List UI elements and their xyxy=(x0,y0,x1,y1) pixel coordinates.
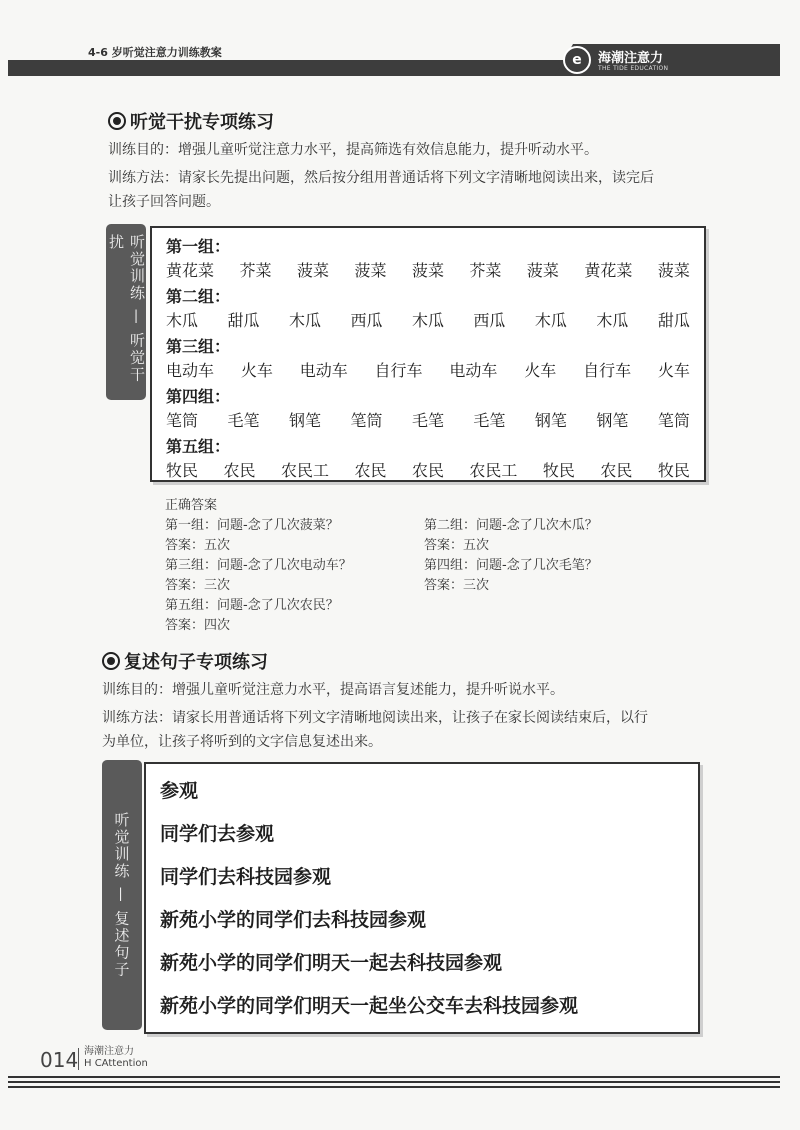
word-row-1 xyxy=(166,258,690,284)
word: 木瓜 xyxy=(411,311,444,330)
word: 芥菜 xyxy=(239,261,272,280)
footer-separator xyxy=(78,1048,79,1070)
word: 电动车 xyxy=(449,361,498,380)
word: 木瓜 xyxy=(288,311,321,330)
word: 火车 xyxy=(657,361,690,380)
group-title: 第三组： xyxy=(166,337,231,356)
word: 西瓜 xyxy=(350,311,383,330)
word: 自行车 xyxy=(583,361,632,380)
word-row-5 xyxy=(166,458,690,484)
word: 电动车 xyxy=(166,361,215,380)
section1-word-box xyxy=(150,226,706,482)
word: 笔筒 xyxy=(166,411,199,430)
sentence-1: 参观 xyxy=(160,780,199,802)
word: 菠菜 xyxy=(411,261,444,280)
word: 黄花菜 xyxy=(584,261,633,280)
footer-rule-1 xyxy=(8,1076,780,1078)
word: 牧民 xyxy=(542,461,575,480)
word: 黄花菜 xyxy=(166,261,215,280)
word: 笔筒 xyxy=(657,411,690,430)
answer-g3-question: 第三组：问题-念了几次电动车？ xyxy=(165,558,352,573)
word-row-2 xyxy=(166,308,690,334)
bullet-icon xyxy=(108,112,126,130)
answer-g1-question: 第一组：问题-念了几次菠菜？ xyxy=(165,518,339,533)
section2-heading xyxy=(102,648,268,674)
section1-heading xyxy=(108,108,274,134)
word: 钢笔 xyxy=(534,411,567,430)
answer-g3-answer: 答案：三次 xyxy=(165,578,231,593)
section1-side-tab xyxy=(106,224,146,400)
word: 农民工 xyxy=(280,461,329,480)
header-brand-sub: THE TIDE EDUCATION xyxy=(598,65,669,72)
answer-g1-answer: 答案：五次 xyxy=(165,538,231,553)
group-title: 第四组： xyxy=(166,387,231,406)
answer-g4-answer: 答案：三次 xyxy=(424,578,490,593)
page-number: 014 xyxy=(40,1048,79,1072)
answer-g5-answer: 答案：四次 xyxy=(165,618,231,633)
word-row-4 xyxy=(166,408,690,434)
section2-side-tab xyxy=(102,760,142,1030)
section1-purpose: 训练目的：增强儿童听觉注意力水平，提高筛选有效信息能力，提升听动水平。 xyxy=(108,142,598,158)
word: 毛笔 xyxy=(411,411,444,430)
section1-method-line1: 训练方法：请家长先提出问题，然后按分组用普通话将下列文字清晰地阅读出来，读完后 xyxy=(108,170,654,186)
word: 菠菜 xyxy=(526,261,559,280)
header-brand: 海潮注意力 xyxy=(598,51,664,66)
sentence-3: 同学们去科技园参观 xyxy=(160,866,332,888)
sentence-6: 新苑小学的同学们明天一起坐公交车去科技园参观 xyxy=(160,995,579,1017)
answer-g5-question: 第五组：问题-念了几次农民？ xyxy=(165,598,339,613)
word: 钢笔 xyxy=(596,411,629,430)
section2-purpose: 训练目的：增强儿童听觉注意力水平，提高语言复述能力，提升听说水平。 xyxy=(102,682,564,698)
word: 农民 xyxy=(600,461,633,480)
word: 芥菜 xyxy=(469,261,502,280)
word: 火车 xyxy=(524,361,557,380)
section2-method-line1: 训练方法：请家长用普通话将下列文字清晰地阅读出来，让孩子在家长阅读结束后，以行 xyxy=(102,710,648,726)
group-title: 第五组： xyxy=(166,437,231,456)
section1-method-line2: 让孩子回答问题。 xyxy=(108,194,220,210)
section1-side-tab-label: 听觉训练 — 听觉干扰 xyxy=(107,234,146,384)
word: 木瓜 xyxy=(534,311,567,330)
word: 自行车 xyxy=(374,361,423,380)
word: 笔筒 xyxy=(350,411,383,430)
word: 牧民 xyxy=(166,461,199,480)
footer-brand-en: H CAttention xyxy=(84,1058,148,1069)
group-title: 第二组： xyxy=(166,287,231,306)
sentence-5: 新苑小学的同学们明天一起去科技园参观 xyxy=(160,952,503,974)
section1-heading-text: 听觉干扰专项练习 xyxy=(130,112,274,133)
word: 电动车 xyxy=(299,361,348,380)
section2-sentence-box xyxy=(144,762,700,1034)
word: 菠菜 xyxy=(657,261,690,280)
word: 毛笔 xyxy=(473,411,506,430)
section2-side-tab-label: 听觉训练 — 复述句子 xyxy=(112,812,131,979)
footer-brand xyxy=(84,1046,148,1070)
word: 农民 xyxy=(223,461,256,480)
word: 火车 xyxy=(240,361,273,380)
word: 毛笔 xyxy=(227,411,260,430)
sentence-2: 同学们去参观 xyxy=(160,823,275,845)
word: 甜瓜 xyxy=(657,311,690,330)
word: 菠菜 xyxy=(354,261,387,280)
bullet-icon xyxy=(102,652,120,670)
footer-rule-3 xyxy=(8,1086,780,1088)
word: 钢笔 xyxy=(288,411,321,430)
header-title: 4-6 岁听觉注意力训练教案 xyxy=(88,46,222,59)
word: 农民工 xyxy=(469,461,518,480)
word: 西瓜 xyxy=(473,311,506,330)
group-title: 第一组： xyxy=(166,237,231,256)
word-row-3 xyxy=(166,358,690,384)
logo-icon xyxy=(563,46,591,74)
logo-glyph: e xyxy=(572,52,582,68)
footer-rule-2 xyxy=(8,1081,780,1083)
word: 菠菜 xyxy=(296,261,329,280)
sentence-4: 新苑小学的同学们去科技园参观 xyxy=(160,909,427,931)
word: 木瓜 xyxy=(166,311,199,330)
section2-heading-text: 复述句子专项练习 xyxy=(124,652,268,673)
word: 农民 xyxy=(354,461,387,480)
footer-brand-cn: 海潮注意力 xyxy=(84,1046,134,1057)
answers-title: 正确答案 xyxy=(165,498,218,513)
word: 牧民 xyxy=(657,461,690,480)
word: 木瓜 xyxy=(596,311,629,330)
section2-method-line2: 为单位，让孩子将听到的文字信息复述出来。 xyxy=(102,734,382,750)
word: 农民 xyxy=(411,461,444,480)
answer-g4-question: 第四组：问题-念了几次毛笔？ xyxy=(424,558,598,573)
word: 甜瓜 xyxy=(227,311,260,330)
answer-g2-question: 第二组：问题-念了几次木瓜？ xyxy=(424,518,598,533)
answer-g2-answer: 答案：五次 xyxy=(424,538,490,553)
